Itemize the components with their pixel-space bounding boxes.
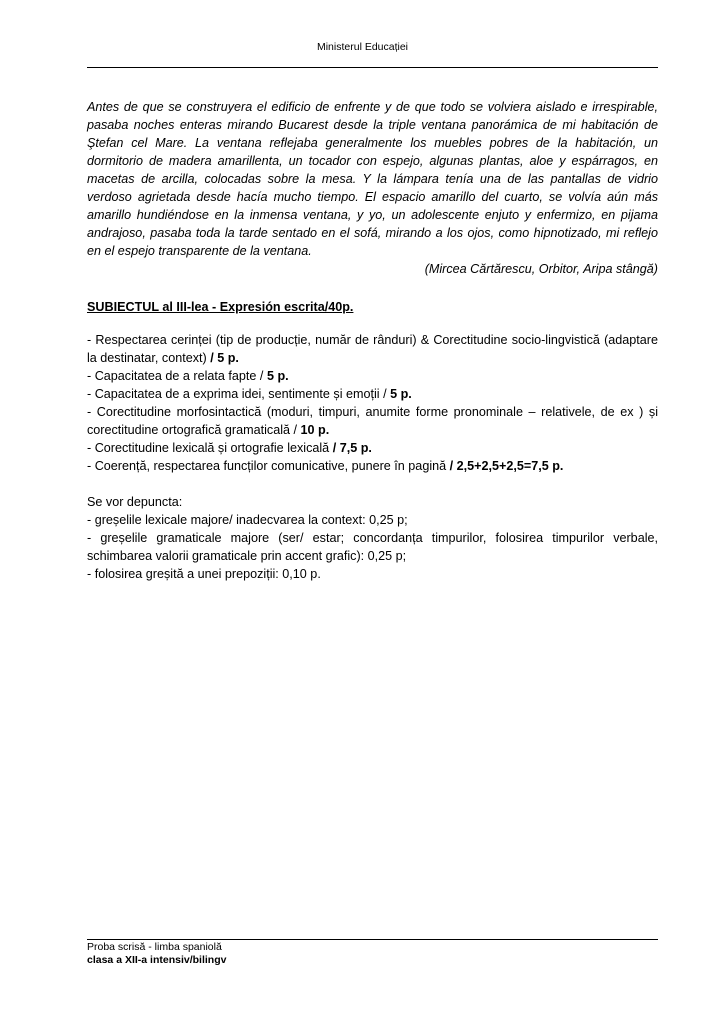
penalty-item: - folosirea greșită a unei prepoziții: 0,10 p. xyxy=(87,567,321,581)
header-divider xyxy=(87,67,658,68)
criterion-points: / 2,5+2,5+2,5=7,5 p. xyxy=(449,459,564,473)
criterion-item: - Corectitudine lexicală și ortografie lexicală / 7,5 p. xyxy=(87,441,372,455)
criterion-points: / 5 p. xyxy=(210,351,239,365)
criterion-points: 5 p. xyxy=(390,387,412,401)
penalties-title: Se vor depuncta: xyxy=(87,495,183,509)
footer-class-name: clasa a XII-a intensiv/bilingv xyxy=(87,954,227,966)
page-content xyxy=(87,98,658,583)
criterion-item: - Capacitatea de a relata fapte / 5 p. xyxy=(87,369,289,383)
penalties-list xyxy=(87,493,658,583)
page-header: Ministerul Educației xyxy=(316,41,409,53)
page-footer xyxy=(87,941,226,967)
literary-passage: Antes de que se construyera el edificio de enfrente y de que todo se volviera aislado e irrespirable, pasaba noches enteras mirando Bucarest desde la triple ventana panorámica de mi habitación de Ştefan cel Mare. La ventana reflejaba generalmente los muebles pobres de la habitación, un dormitorio de madera amarillenta, un tocador con espejo, algunas plantas, aloe y espárragos, en macetas de arcilla, colocadas sobre la mesa. Y la lámpara tenía una de las pantallas de vidrio verdoso agrietada desde hacía mucho tiempo. El espacio amarillo del cuarto, se volvía aún más amarillo hundiéndose en la inmensa ventana, y yo, un adolescente enjuto y enfermizo, en pijama andrajoso, pasaba toda la tarde sentado en el sofá, mirando a los ojos, como hipnotizado, mi reflejo en el espejo transparente de la ventana. xyxy=(87,100,658,258)
criterion-item: - Coerență, respectarea funcților comunicative, punere în pagină / 2,5+2,5+2,5=7,5 p. xyxy=(87,459,564,473)
subject-title: SUBIECTUL al III-lea - Expresión escrita/40p. xyxy=(87,300,354,314)
penalty-item: - greșelile gramaticale majore (ser/ estar; concordanța timpurilor, folosirea timpurilor verbale, schimbarea valorii gramaticale prin accent grafic): 0,25 p; xyxy=(87,531,658,563)
criterion-item: - Corectitudine morfosintactică (moduri, timpuri, anumite forme pronominale – relativele, de ex ) și corectitudine ortografică gramaticală / 10 p. xyxy=(87,405,658,437)
footer-exam-name: Proba scrisă - limba spaniolă xyxy=(87,941,222,953)
section-spacer xyxy=(87,475,658,493)
criterion-item: - Capacitatea de a exprima idei, sentimente și emoții / 5 p. xyxy=(87,387,412,401)
criterion-points: 10 p. xyxy=(300,423,330,437)
passage-citation: (Mircea Cărtărescu, Orbitor, Aripa stângă) xyxy=(424,262,658,276)
footer-divider xyxy=(87,939,658,940)
criterion-item: - Respectarea cerinței (tip de producție, număr de rânduri) & Corectitudine socio-lingvistică (adaptare la destinatar, context) / 5 p. xyxy=(87,333,658,365)
grading-criteria-list xyxy=(87,331,658,475)
penalty-item: - greșelile lexicale majore/ inadecvarea la context: 0,25 p; xyxy=(87,513,408,527)
criterion-points: 5 p. xyxy=(266,369,289,383)
criterion-points: / 7,5 p. xyxy=(332,441,372,455)
